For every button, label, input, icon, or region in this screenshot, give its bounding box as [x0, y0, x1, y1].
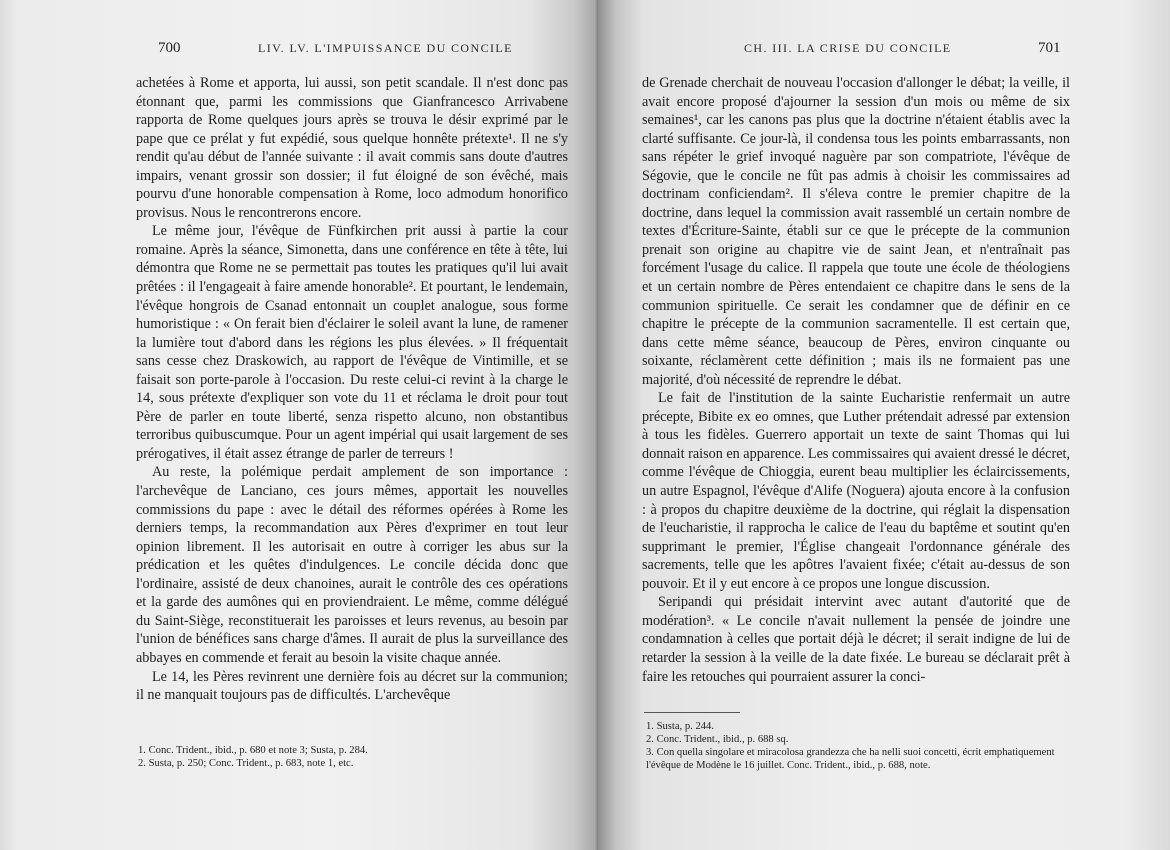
- footnotes: [138, 744, 570, 770]
- footnote: 1. Conc. Trident., ibid., p. 680 et note 3; Susta, p. 284.: [138, 745, 368, 756]
- footnote-separator: [644, 712, 740, 713]
- footnote: 2. Susta, p. 250; Conc. Trident., p. 683, note 1, etc.: [138, 758, 354, 769]
- paragraph: Le fait de l'institution de la sainte Eucharistie renfermait un autre précepte, Bibite ex eo omnes, que Luther prétendait adressé par extension à tous les fidèles. Guerrero apportait un texte de saint Thomas qui lui donnait raison en apparence. Les commissaires qui avaient dressé le décret, comme l'évêque de Chioggia, eurent beau multiplier les éclaircissements, un autre Espagnol, l'évêque d'Alife (Noguera) ajouta encore à la confusion : à propos du chapitre deuxième de la doctrine, qui réglait la dispensation de l'eucharistie, il rapprocha le calice de l'eau du baptême et soutint qu'en supprimant le premier, l'Église changeait l'ordonnance générale des sacrements, telle que les apôtres l'avaient fixée; c'était au-dessus de son pouvoir. Et il y eut encore à ce propos une longue discussion.: [642, 390, 1070, 592]
- body-text: [136, 74, 568, 705]
- footnote: 1. Susta, p. 244.: [646, 721, 714, 732]
- paragraph: Seripandi qui présidait intervint avec autant d'autorité que de modération³. « Le concile n'avait nullement la pensée de joindre une condamnation à celles que portait déjà le décret; il serait indigne de lui de retarder la session à la veille de la date fixée. Le bureau se déclarait prêt à faire les retouches qui pourraient assurer la conci-: [642, 594, 1070, 685]
- footnotes: [646, 720, 1066, 772]
- paragraph: Le même jour, l'évêque de Fünfkirchen prit aussi à partie la cour romaine. Après la séance, Simonetta, dans une conférence en tête à tête, lui démontra que Rome ne se permettait pas toutes les pratiques qu'il lui avait prêtées : il l'engageait à faire amende honorable². Et pourtant, le lendemain, l'évêque hongrois de Csanad entonnait un couplet analogue, sous forme humoristique : « On ferait bien d'éclairer le soleil avant la lune, de ramener la lumière tout d'abord dans les régions les plus élevées. » Il fréquentait sans cesse chez Draskowich, au rapport de l'évêque de Vintimille, et se faisait son porte-parole à l'occasion. Du reste celui-ci revint à la charge le 14, sous prétexte d'expliquer son vote du 11 et réclama le droit pour tout Père de parler en toute liberté, senza rispetto alcuno, non obstantibus terroribus quibuscumque. Pour un agent impérial qui usait largement de ses prérogatives, il était assez étrange de parler de terreurs !: [136, 223, 568, 462]
- paragraph: Au reste, la polémique perdait amplement de son importance : l'archevêque de Lanciano, ces jours mêmes, apportait les nouvelles commissions du pape : avec le détail des réformes opérées à Rome les derniers temps, la recommandation aux Pères d'exprimer en tout leur opinion librement. Il les autorisait en outre à corriger les abus sur la prédication et les quêtes d'indulgences. Le concile décida donc que l'ordinaire, assisté de deux chanoines, aurait le contrôle des ces opérations et la garde des aumônes qui en proviendraient. Le même, comme délégué du Saint-Siège, reconstituerait les paroisses et leurs revenus, au besoin par l'union de bénéfices sans charge d'âmes. Il aurait de plus la surveillance des abbayes en commende et ferait au besoin la visite chaque année.: [136, 464, 568, 666]
- paragraph: Le 14, les Pères revinrent une dernière fois au décret sur la communion; il ne manquait toujours pas de difficultés. L'archevêque: [136, 668, 568, 704]
- paragraph: de Grenade cherchait de nouveau l'occasion d'allonger le débat; la veille, il avait encore proposé d'ajourner la session d'un mois ou même de six semaines¹, car les canons pas plus que la doctrine n'étaient établis avec la clarté suffisante. Ce jour-là, il condensa tous les points embarrassants, non sans répéter le grief invoqué naguère par son compatriote, l'évêque de Ségovie, que le concile ne fût pas admis à choisir les commissaires ad doctrinam conficiendam². Il s'éleva contre le premier chapitre de la doctrine, dans lequel la commission avait rassemblé un certain nombre de textes d'Écriture-Sainte, établi sur ce que le précepte de la communion prenait son origine au chapitre vie de saint Jean, et n'entraînait pas forcément l'usage du calice. Il rappela que toute une école de théologiens et un certain nombre de Pères entendaient ce chapitre dans le sens de la communion spirituelle. Ce serait les condamner que de définir en ce chapitre le précepte de la communion sacramentelle. Il est certain que, dans cette même séance, beaucoup de Pères, environ cinquante ou soixante, réclamèrent cette définition ; mais ils ne formaient pas une majorité, d'où nécessité de reprendre le débat.: [642, 75, 1070, 388]
- running-head: CH. III. LA CRISE DU CONCILE: [744, 41, 952, 55]
- right-page: [598, 0, 1170, 850]
- running-head: LIV. LV. L'IMPUISSANCE DU CONCILE: [258, 41, 513, 55]
- body-text: [642, 74, 1070, 686]
- paragraph: achetées à Rome et apporta, lui aussi, son petit scandale. Il n'est donc pas étonnant que, parmi les commissions que Gianfrancesco Arrivabene rapporta de Rome quelques jours après se trouva le désir exprimé par le pape que ce prélat y fut expédié, sous quelque honnête prétexte¹. Il ne s'y rendit qu'au début de l'année suivante : il avait commis sans doute d'autres impairs, venant grossir son dossier; il fut éloigné de son évêché, mais pourvu d'une honorable compensation à Rome, loco admodum honorifico provisus. Nous le rencontrerons encore.: [136, 75, 568, 221]
- footnote: 3. Con quella singolare et miracolosa grandezza che ha nelli suoi concetti, écrit emphatiquement l'évêque de Modène le 16 juillet. Conc. Trident., ibid., p. 688, note.: [646, 747, 1055, 771]
- footnote: 2. Conc. Trident., ibid., p. 688 sq.: [646, 734, 789, 745]
- page-number: 701: [1038, 40, 1061, 56]
- page-number: 700: [158, 40, 181, 56]
